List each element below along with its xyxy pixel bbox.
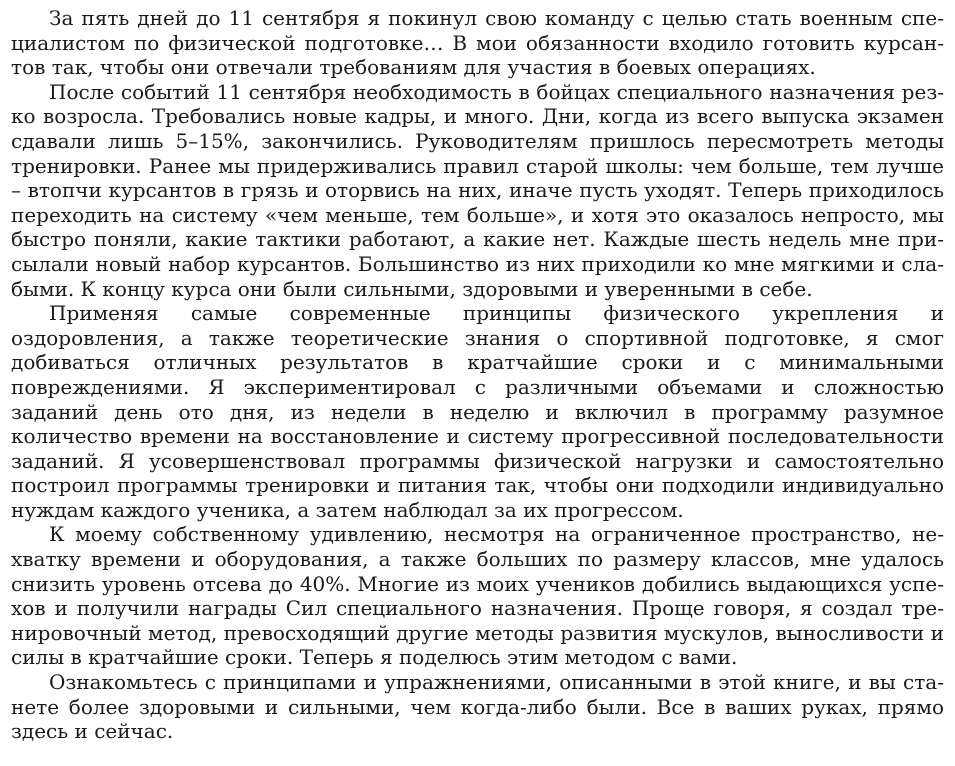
paragraph: Применяя самые современные принципы физического укрепления и оздоровления, а также теоретические знания о спортивной подготовке, я смог добиваться отличных результатов в кратчайшие сроки и с минимальными повреждениями. Я экспериментировал с различными объемами и сложностью заданий день ото дня, из недели в неделю и включил в программу разумное количество времени на восстановление и систему прогрессивной последовательности заданий. Я усовершенствовал программы физической нагрузки и самостоятельно построил программы тренировки и питания так, чтобы они подходили индивидуально нуждам каждого ученика, а затем наблюдал за их прогрессом. (11, 301, 944, 522)
paragraph: За пять дней до 11 сентября я покинул свою команду с целью стать военным специалистом по физической подготовке… В мои обязанности входило готовить курсантов так, чтобы они отвечали требованиям для участия в боевых операциях. (11, 6, 944, 80)
paragraph: После событий 11 сентября необходимость в бойцах специального назначения резко возросла. Требовались новые кадры, и много. Дни, когда из всего выпуска экзамен сдавали лишь 5–15%, закончились. Руководителям пришлось пересмотреть методы тренировки. Ранее мы придерживались правил старой школы: чем больше, тем лучше – втопчи курсантов в грязь и оторвись на них, иначе пусть уходят. Теперь приходилось переходить на систему «чем меньше, тем больше», и хотя это оказалось непросто, мы быстро поняли, какие тактики работают, а какие нет. Каждые шесть недель мне присылали новый набор курсантов. Большинство из них приходили ко мне мягкими и слабыми. К концу курса они были сильными, здоровыми и уверенными в себе. (11, 79, 944, 301)
document-page (11, 6, 944, 744)
paragraph: Ознакомьтесь с принципами и упражнениями, описанными в этой книге, и вы станете более здоровыми и сильными, чем когда-либо были. Все в ваших руках, прямо здесь и сейчас. (11, 670, 944, 744)
paragraph: К моему собственному удивлению, несмотря на ограниченное пространство, нехватку времени и оборудования, а также больших по размеру классов, мне удалось снизить уровень отсева до 40%. Многие из моих учеников добились выдающихся успехов и получили награды Сил специального назначения. Проще говоря, я создал тренировочный метод, превосходящий другие методы развития мускулов, выносливости и силы в кратчайшие сроки. Теперь я поделюсь этим методом с вами. (11, 522, 944, 670)
